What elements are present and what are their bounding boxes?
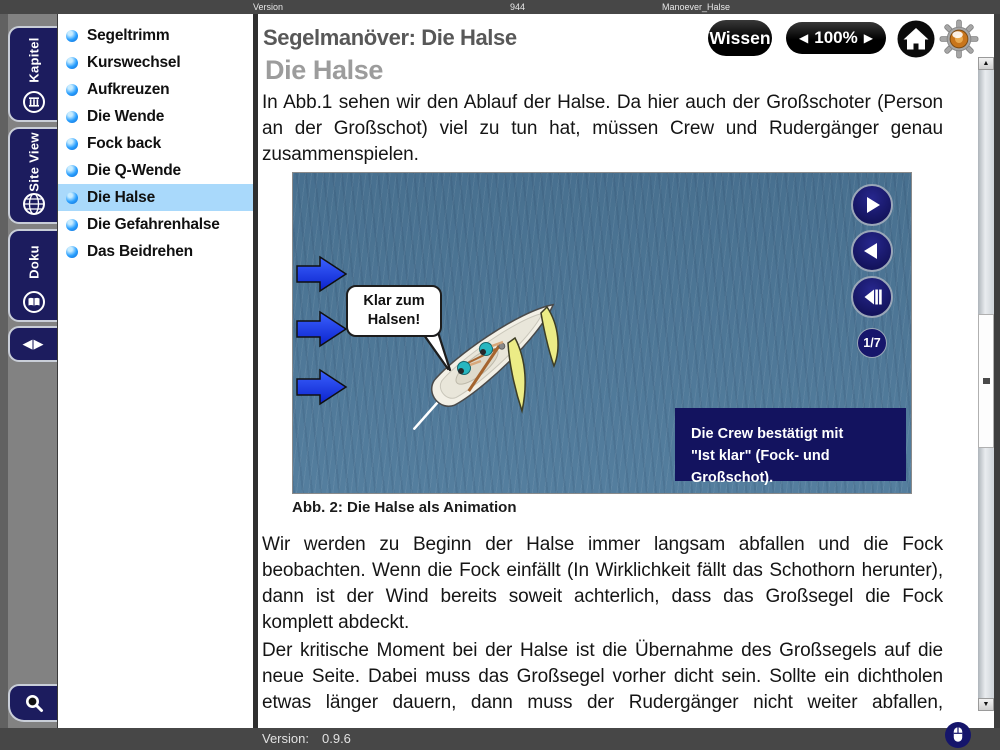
sidebar-item-label: Kurswechsel (87, 53, 181, 71)
intro-paragraph: In Abb.1 sehen wir den Ablauf der Halse. Da hier auch der Großschoter (Person an der Großschot) viel zu tun hat, müssen Crew und Rudergänger genau zusammenspielen. (262, 92, 943, 165)
back-icon (861, 240, 883, 262)
sidebar-item-die-halse[interactable] (58, 184, 253, 211)
sidebar-item-segeltrimm[interactable] (58, 22, 253, 49)
sidebar-item-label: Die Gefahrenhalse (87, 215, 220, 233)
body-paragraph-2: Wir werden zu Beginn der Halse immer langsam abfallen und die Fock beobachten. Wenn die Fock einfällt (In Wirklichkeit fällt das Schothorn herunter), dann ist der Wind bereits soweit achterlich, dass das Großsegel die Fock komplett abdeckt. (262, 534, 943, 633)
zoom-level-value: 100% (814, 28, 858, 47)
frame-counter-badge: 1/7 (857, 328, 887, 358)
sidebar-item-das-beidrehen[interactable] (58, 238, 253, 265)
play-icon (861, 194, 883, 216)
bullet-icon (66, 192, 78, 204)
scroll-down-button[interactable]: ▼ (978, 698, 994, 711)
sidebar-item-fock-back[interactable] (58, 130, 253, 157)
tab-site-view[interactable] (8, 127, 57, 224)
animation-frame (292, 172, 912, 494)
tab-site-view-label: Site View (26, 131, 41, 192)
sidebar-item-die-gefahrenhalse[interactable] (58, 211, 253, 238)
library-icon (22, 90, 46, 114)
mouse-hint-button[interactable] (945, 722, 971, 748)
bottom-status-bar (0, 728, 1000, 750)
bullet-icon (66, 111, 78, 123)
footer-version-label: Version: (262, 731, 309, 746)
zoom-control (786, 22, 886, 54)
sidebar-item-label: Die Q-Wende (87, 161, 181, 179)
tab-search[interactable] (8, 684, 57, 722)
scrollbar-thumb[interactable] (978, 314, 994, 448)
tab-expand-collapse[interactable] (8, 326, 57, 362)
page-title: Die Halse (265, 55, 383, 85)
figure-caption: Abb. 2: Die Halse als Animation (292, 499, 517, 516)
tab-doku-label: Doku (26, 244, 41, 279)
home-button[interactable] (897, 20, 935, 58)
body-paragraph-3: Der kritische Moment bei der Halse ist die Übernahme des Großsegels auf die neue Seite. Dabei muss das Großsegel vorher dicht sein. Sollte ein dichtholen etwas länger dauern, dann muss der Rudergänger nicht weiter abfallen, (262, 640, 943, 713)
rewind-icon (861, 286, 883, 308)
vertical-scrollbar[interactable] (978, 57, 994, 711)
zoom-in-arrow-icon[interactable]: ▶ (863, 31, 873, 45)
info-line-2: "Ist klar" (Fock- und Großschot). (691, 448, 830, 486)
sidebar-item-label: Die Wende (87, 107, 165, 125)
wind-arrow-icons (297, 257, 346, 404)
top-status-bar (0, 0, 1000, 14)
mouse-icon (947, 724, 969, 746)
scroll-up-button[interactable]: ▲ (978, 57, 994, 70)
bullet-icon (66, 138, 78, 150)
sidebar-item-die-q-wende[interactable] (58, 157, 253, 184)
topbar-module-name: Manoever_Halse (662, 2, 731, 12)
footer-version-value: 0.9.6 (322, 731, 351, 746)
info-line-1: Die Crew bestätigt mit (691, 426, 844, 442)
sidebar-item-label: Aufkreuzen (87, 80, 170, 98)
wissen-button-label: Wissen (709, 27, 771, 48)
sidebar-item-die-wende[interactable] (58, 103, 253, 130)
sidebar-item-label: Fock back (87, 134, 162, 152)
speech-bubble: Klar zum Halsen! (346, 285, 442, 337)
expand-arrows-icon: ◀▶ (22, 336, 45, 351)
sidebar-item-kurswechsel[interactable] (58, 49, 253, 76)
bullet-icon (66, 165, 78, 177)
tab-doku[interactable] (8, 229, 57, 322)
scrollbar-grip (983, 378, 990, 384)
bullet-icon (66, 246, 78, 258)
sidebar-item-label: Die Halse (87, 188, 155, 206)
step-back-button[interactable] (851, 230, 893, 272)
animation-info-box (675, 408, 906, 486)
tab-kapitel-label: Kapitel (26, 37, 41, 83)
content-divider (253, 14, 258, 728)
window-right-edge (994, 14, 1000, 728)
rewind-button[interactable] (851, 276, 893, 318)
topbar-build-number: 944 (510, 2, 526, 12)
sidebar-item-label: Das Beidrehen (87, 242, 193, 260)
bullet-icon (66, 57, 78, 69)
topbar-version-label: Version (253, 2, 284, 12)
bullet-icon (66, 84, 78, 96)
tab-kapitel[interactable] (8, 26, 57, 122)
sidebar-item-label: Segeltrimm (87, 26, 170, 44)
settings-button[interactable] (939, 19, 979, 59)
globe-icon (22, 192, 46, 216)
play-button[interactable] (851, 184, 893, 226)
bullet-icon (66, 30, 78, 42)
zoom-out-arrow-icon[interactable]: ◀ (799, 31, 809, 45)
chapter-list (57, 14, 253, 728)
section-title: Segelmanöver: Die Halse (263, 25, 517, 50)
wissen-button[interactable] (708, 20, 772, 56)
sidebar-item-aufkreuzen[interactable] (58, 76, 253, 103)
book-icon (22, 290, 46, 314)
bullet-icon (66, 219, 78, 231)
magnifier-icon (23, 692, 45, 714)
